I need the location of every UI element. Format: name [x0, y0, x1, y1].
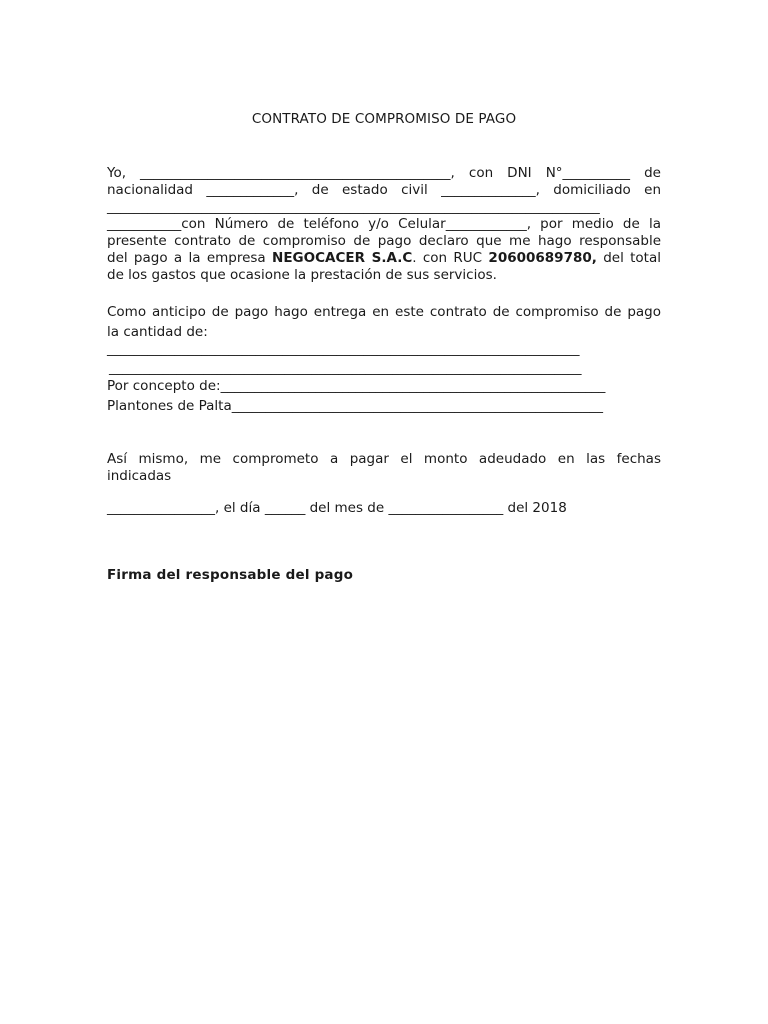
identity-line-1: Yo, ______________________________________________, con DNI N°__________ de	[107, 165, 661, 181]
commitment-line-2: indicadas	[107, 468, 172, 484]
document-title: CONTRATO DE COMPROMISO DE PAGO	[251, 111, 517, 127]
identity-line-2: nacionalidad _____________, de estado civil ______________, domiciliado en	[107, 182, 661, 198]
identity-line-4: ___________con Número de teléfono y/o Celular____________, por medio de la	[107, 216, 661, 232]
company-intro-text: del pago a la empresa	[107, 250, 273, 266]
identity-line-3: _________________________________________________________________________	[107, 199, 600, 215]
identity-line-6	[107, 250, 661, 267]
product-line: Plantones de Palta_______________________________________________________	[107, 398, 603, 414]
ruc-intro-text: . con RUC	[412, 250, 489, 266]
concept-line: Por concepto de:_________________________________________________________	[107, 378, 606, 394]
commitment-paragraph	[107, 451, 661, 485]
advance-paragraph	[107, 302, 661, 342]
identity-line-7: de los gastos que ocasione la prestación de sus servicios.	[107, 267, 497, 283]
identity-line-5: presente contrato de compromiso de pago declaro que me hago responsable	[107, 233, 661, 249]
date-line: ________________, el día ______ del mes de _________________ del 2018	[107, 500, 567, 516]
ruc-number: 20600689780,	[488, 250, 597, 266]
advance-line-1: Como anticipo de pago hago entrega en este contrato de compromiso de pago	[107, 304, 661, 320]
identity-paragraph	[107, 165, 661, 284]
signature-label: Firma del responsable del pago	[107, 567, 354, 583]
commitment-line-1: Así mismo, me comprometo a pagar el monto adeudado en las fechas	[107, 451, 661, 467]
total-text: del total	[596, 250, 661, 266]
advance-line-2: la cantidad de:	[107, 324, 208, 340]
company-name: NEGOCACER S.A.C	[272, 250, 413, 266]
amount-blank-line-1: ______________________________________________________________________	[107, 341, 580, 357]
amount-blank-line-2: ______________________________________________________________________	[109, 360, 582, 376]
